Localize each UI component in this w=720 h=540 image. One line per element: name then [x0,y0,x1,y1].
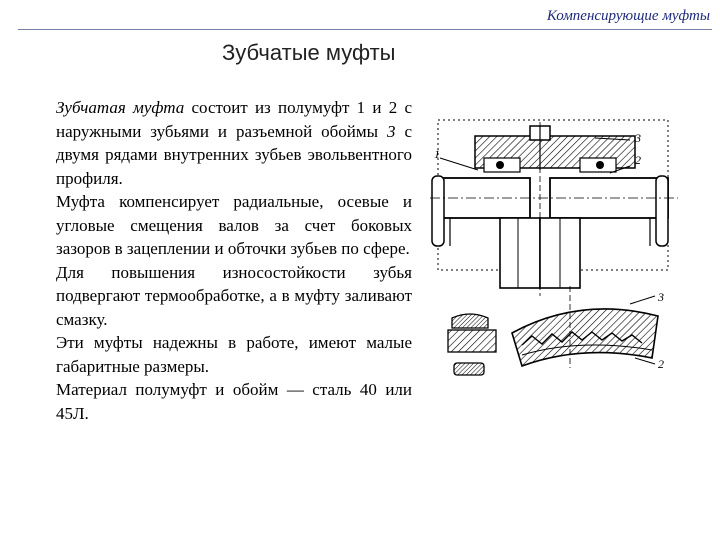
label-part-1: 1 [434,147,440,161]
gear-coupling-drawing [430,118,690,388]
slide-title: Зубчатые муфты [222,40,396,65]
header-divider [18,29,712,30]
paragraph-text: с двумя рядами внутренних зубьев эвольвентного профиля. [56,121,413,188]
label-ring-3: 3 [658,290,664,304]
label-part-3: 3 [635,131,641,145]
paragraph-wear: Для повышения износостойкости зубья подвергают термообработке, а в муфту заливают смазку. [56,262,412,329]
term-gear-coupling: Зубчатая муфта [56,98,185,117]
body-text [56,96,412,425]
paragraph-text: состоит из полумуфт 1 и 2 с наружными зубьями и разъемной обоймы [56,98,412,141]
section-header-title: Компенсирующие муфты [546,8,710,24]
paragraph-compensation: Муфта компенсирует радиальные, осевые и угловые смещения валов за счет боковых зазоров в зацеплении и обточки зубьев по сфере. [56,192,412,258]
label-part-2: 2 [635,153,641,167]
paragraph-material: Материал полумуфт и обойм — сталь 40 или 45Л. [56,380,412,423]
part-number: 3 [387,121,396,141]
label-ring-2: 2 [658,357,664,371]
paragraph-reliability: Эти муфты надежны в работе, имеют малые габаритные размеры. [56,333,412,376]
paragraph-composition [56,96,412,190]
